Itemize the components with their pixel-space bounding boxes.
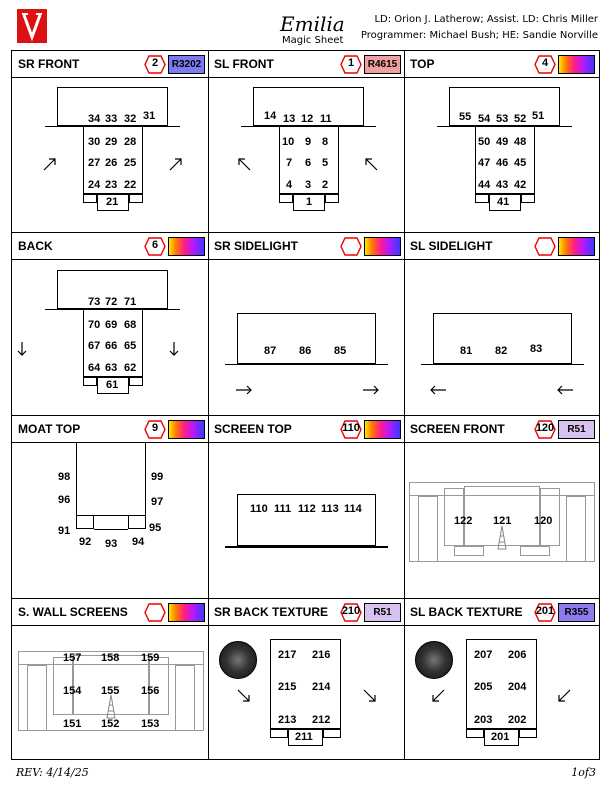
v-logo-icon	[17, 9, 47, 43]
channel-number: 14	[264, 110, 277, 122]
channel-number: 214	[312, 681, 331, 693]
channel-number: 73	[88, 296, 101, 308]
cell-screen-top	[208, 416, 404, 598]
channel-number: 99	[151, 471, 164, 483]
channel-number: 34	[88, 113, 101, 125]
channel-number: 3	[305, 179, 312, 191]
hex-badge: 2	[144, 55, 166, 74]
channel-number: 46	[496, 157, 509, 169]
arrow-left-icon	[556, 385, 574, 395]
hex-badge: 9	[144, 420, 166, 439]
page-subtitle: Magic Sheet	[282, 35, 344, 46]
channel-number: 52	[514, 113, 527, 125]
cell-label: TOP	[410, 57, 435, 71]
gel-swatch	[168, 603, 205, 622]
channel-number: 96	[58, 494, 71, 506]
logo	[17, 9, 47, 43]
cell-sl-back-texture	[404, 599, 599, 759]
channel-number: 95	[149, 522, 162, 534]
channel-number: 206	[508, 649, 527, 661]
gel-swatch	[558, 55, 595, 74]
channel-number: 26	[105, 157, 118, 169]
channel-number: 22	[124, 179, 137, 191]
channel-number: 44	[478, 179, 491, 191]
arrow-right-icon	[362, 385, 380, 395]
channel-number: 114	[344, 503, 362, 515]
channel-number: 48	[514, 136, 527, 148]
channel-number: 203	[474, 714, 493, 726]
magic-sheet-grid	[11, 50, 600, 760]
channel-number: 93	[105, 538, 118, 550]
channel-number: 152	[101, 718, 120, 730]
channel-number: 11	[320, 113, 332, 125]
page-title: Emilia	[280, 12, 345, 36]
channel-number: 54	[478, 113, 491, 125]
channel-number: 122	[454, 515, 473, 527]
cell-label: SCREEN TOP	[214, 422, 292, 436]
channel-number: 1	[306, 196, 313, 208]
channel-number: 217	[278, 649, 297, 661]
cell-sr-back-texture	[208, 599, 404, 759]
arrow-icon	[364, 157, 378, 171]
channel-number: 202	[508, 714, 527, 726]
channel-number: 43	[496, 179, 509, 191]
channel-number: 53	[496, 113, 509, 125]
arrow-icon	[237, 157, 251, 171]
channel-number: 112	[298, 503, 316, 515]
channel-number: 31	[143, 110, 156, 122]
channel-number: 68	[124, 319, 137, 331]
channel-number: 69	[105, 319, 118, 331]
page-number: 1of3	[571, 766, 596, 779]
fountain-icon	[494, 524, 510, 550]
channel-number: 204	[508, 681, 527, 693]
cell-label: SL FRONT	[214, 57, 274, 71]
hex-badge: 4	[534, 55, 556, 74]
channel-number: 153	[141, 718, 160, 730]
channel-number: 49	[496, 136, 509, 148]
channel-number: 67	[88, 340, 101, 352]
channel-number: 157	[63, 652, 82, 664]
channel-number: 9	[305, 136, 312, 148]
cell-label: MOAT TOP	[18, 422, 81, 436]
cell-label: S. WALL SCREENS	[18, 605, 128, 619]
arrow-down-icon	[17, 341, 27, 357]
channel-number: 151	[63, 718, 82, 730]
channel-number: 66	[105, 340, 118, 352]
cell-label: SL SIDELIGHT	[410, 239, 493, 253]
channel-number: 87	[264, 345, 277, 357]
gel-swatch	[168, 237, 205, 256]
cell-label: SL BACK TEXTURE	[410, 605, 523, 619]
hex-badge	[144, 603, 166, 622]
channel-number: 154	[63, 685, 82, 697]
cell-top	[404, 51, 599, 232]
arrow-right-icon	[235, 385, 253, 395]
channel-number: 32	[124, 113, 137, 125]
cell-sl-sidelight	[404, 233, 599, 415]
hex-badge: 120	[534, 420, 556, 439]
cell-back	[12, 233, 208, 415]
channel-number: 12	[301, 113, 314, 125]
channel-number: 55	[459, 111, 472, 123]
channel-number: 94	[132, 536, 145, 548]
channel-number: 33	[105, 113, 118, 125]
channel-number: 111	[274, 503, 292, 515]
channel-number: 213	[278, 714, 297, 726]
channel-number: 62	[124, 362, 137, 374]
arrow-left-icon	[429, 385, 447, 395]
channel-number: 158	[101, 652, 120, 664]
channel-number: 82	[495, 345, 508, 357]
hex-badge	[534, 237, 556, 256]
channel-number: 25	[124, 157, 137, 169]
cell-screen-front	[404, 416, 599, 598]
channel-number: 113	[321, 503, 339, 515]
channel-number: 51	[532, 110, 545, 122]
channel-number: 24	[88, 179, 101, 191]
cell-moat-top	[12, 416, 208, 598]
channel-number: 50	[478, 136, 491, 148]
hex-badge: 6	[144, 237, 166, 256]
channel-number: 201	[491, 731, 510, 743]
channel-number: 205	[474, 681, 493, 693]
channel-number: 28	[124, 136, 137, 148]
channel-number: 121	[493, 515, 512, 527]
cell-sr-front	[12, 51, 208, 232]
hex-badge: 110	[340, 420, 362, 439]
channel-number: 110	[250, 503, 268, 515]
cell-label: SR FRONT	[18, 57, 80, 71]
gel-swatch: R4615	[364, 55, 401, 74]
gel-swatch: R51	[364, 603, 401, 622]
cell-sr-sidelight	[208, 233, 404, 415]
hex-badge: 201	[534, 603, 556, 622]
channel-number: 13	[283, 113, 296, 125]
channel-number: 216	[312, 649, 331, 661]
cell-wall-screens	[12, 599, 208, 759]
channel-number: 207	[474, 649, 493, 661]
channel-number: 5	[322, 157, 329, 169]
channel-number: 7	[286, 157, 293, 169]
channel-number: 27	[88, 157, 101, 169]
gobo-icon	[219, 641, 257, 679]
gel-swatch	[364, 237, 401, 256]
hex-badge: 210	[340, 603, 362, 622]
cell-label: SR SIDELIGHT	[214, 239, 299, 253]
channel-number: 65	[124, 340, 137, 352]
channel-number: 97	[151, 496, 164, 508]
channel-number: 2	[322, 179, 329, 191]
revision-date: REV: 4/14/25	[16, 766, 89, 779]
channel-number: 212	[312, 714, 331, 726]
channel-number: 64	[88, 362, 101, 374]
arrow-icon	[169, 157, 183, 171]
channel-number: 45	[514, 157, 527, 169]
gel-swatch: R51	[558, 420, 595, 439]
gel-swatch	[364, 420, 401, 439]
channel-number: 29	[105, 136, 118, 148]
channel-number: 23	[105, 179, 118, 191]
channel-number: 42	[514, 179, 527, 191]
credit-line-1: LD: Orion J. Latherow; Assist. LD: Chris Miller	[374, 14, 598, 25]
gel-swatch: R355	[558, 603, 595, 622]
channel-number: 8	[322, 136, 329, 148]
arrow-icon	[363, 689, 377, 703]
hex-badge	[340, 237, 362, 256]
channel-number: 21	[106, 196, 119, 208]
gel-swatch: R3202	[168, 55, 205, 74]
cell-label: SR BACK TEXTURE	[214, 605, 329, 619]
channel-number: 120	[534, 515, 553, 527]
channel-number: 72	[105, 296, 118, 308]
channel-number: 211	[295, 731, 313, 743]
channel-number: 6	[305, 157, 312, 169]
channel-number: 83	[530, 343, 543, 355]
channel-number: 41	[497, 196, 510, 208]
channel-number: 156	[141, 685, 160, 697]
gel-swatch	[558, 237, 595, 256]
hex-badge: 1	[340, 55, 362, 74]
gel-swatch	[168, 420, 205, 439]
cell-sl-front	[208, 51, 404, 232]
arrow-icon	[237, 689, 251, 703]
gobo-icon	[415, 641, 453, 679]
channel-number: 85	[334, 345, 347, 357]
channel-number: 91	[58, 525, 71, 537]
channel-number: 155	[101, 685, 120, 697]
channel-number: 61	[106, 379, 119, 391]
arrow-icon	[431, 689, 445, 703]
channel-number: 70	[88, 319, 101, 331]
cell-label: BACK	[18, 239, 53, 253]
channel-number: 71	[124, 296, 137, 308]
channel-number: 215	[278, 681, 297, 693]
channel-number: 92	[79, 536, 92, 548]
arrow-down-icon	[169, 341, 179, 357]
channel-number: 47	[478, 157, 491, 169]
credit-line-2: Programmer: Michael Bush; HE: Sandie Norville	[360, 30, 598, 41]
channel-number: 10	[282, 136, 295, 148]
channel-number: 63	[105, 362, 118, 374]
channel-number: 159	[141, 652, 160, 664]
channel-number: 98	[58, 471, 71, 483]
channel-number: 86	[299, 345, 312, 357]
channel-number: 81	[460, 345, 473, 357]
arrow-icon	[43, 157, 57, 171]
cell-label: SCREEN FRONT	[410, 422, 505, 436]
channel-number: 4	[286, 179, 293, 191]
channel-number: 30	[88, 136, 101, 148]
arrow-icon	[557, 689, 571, 703]
